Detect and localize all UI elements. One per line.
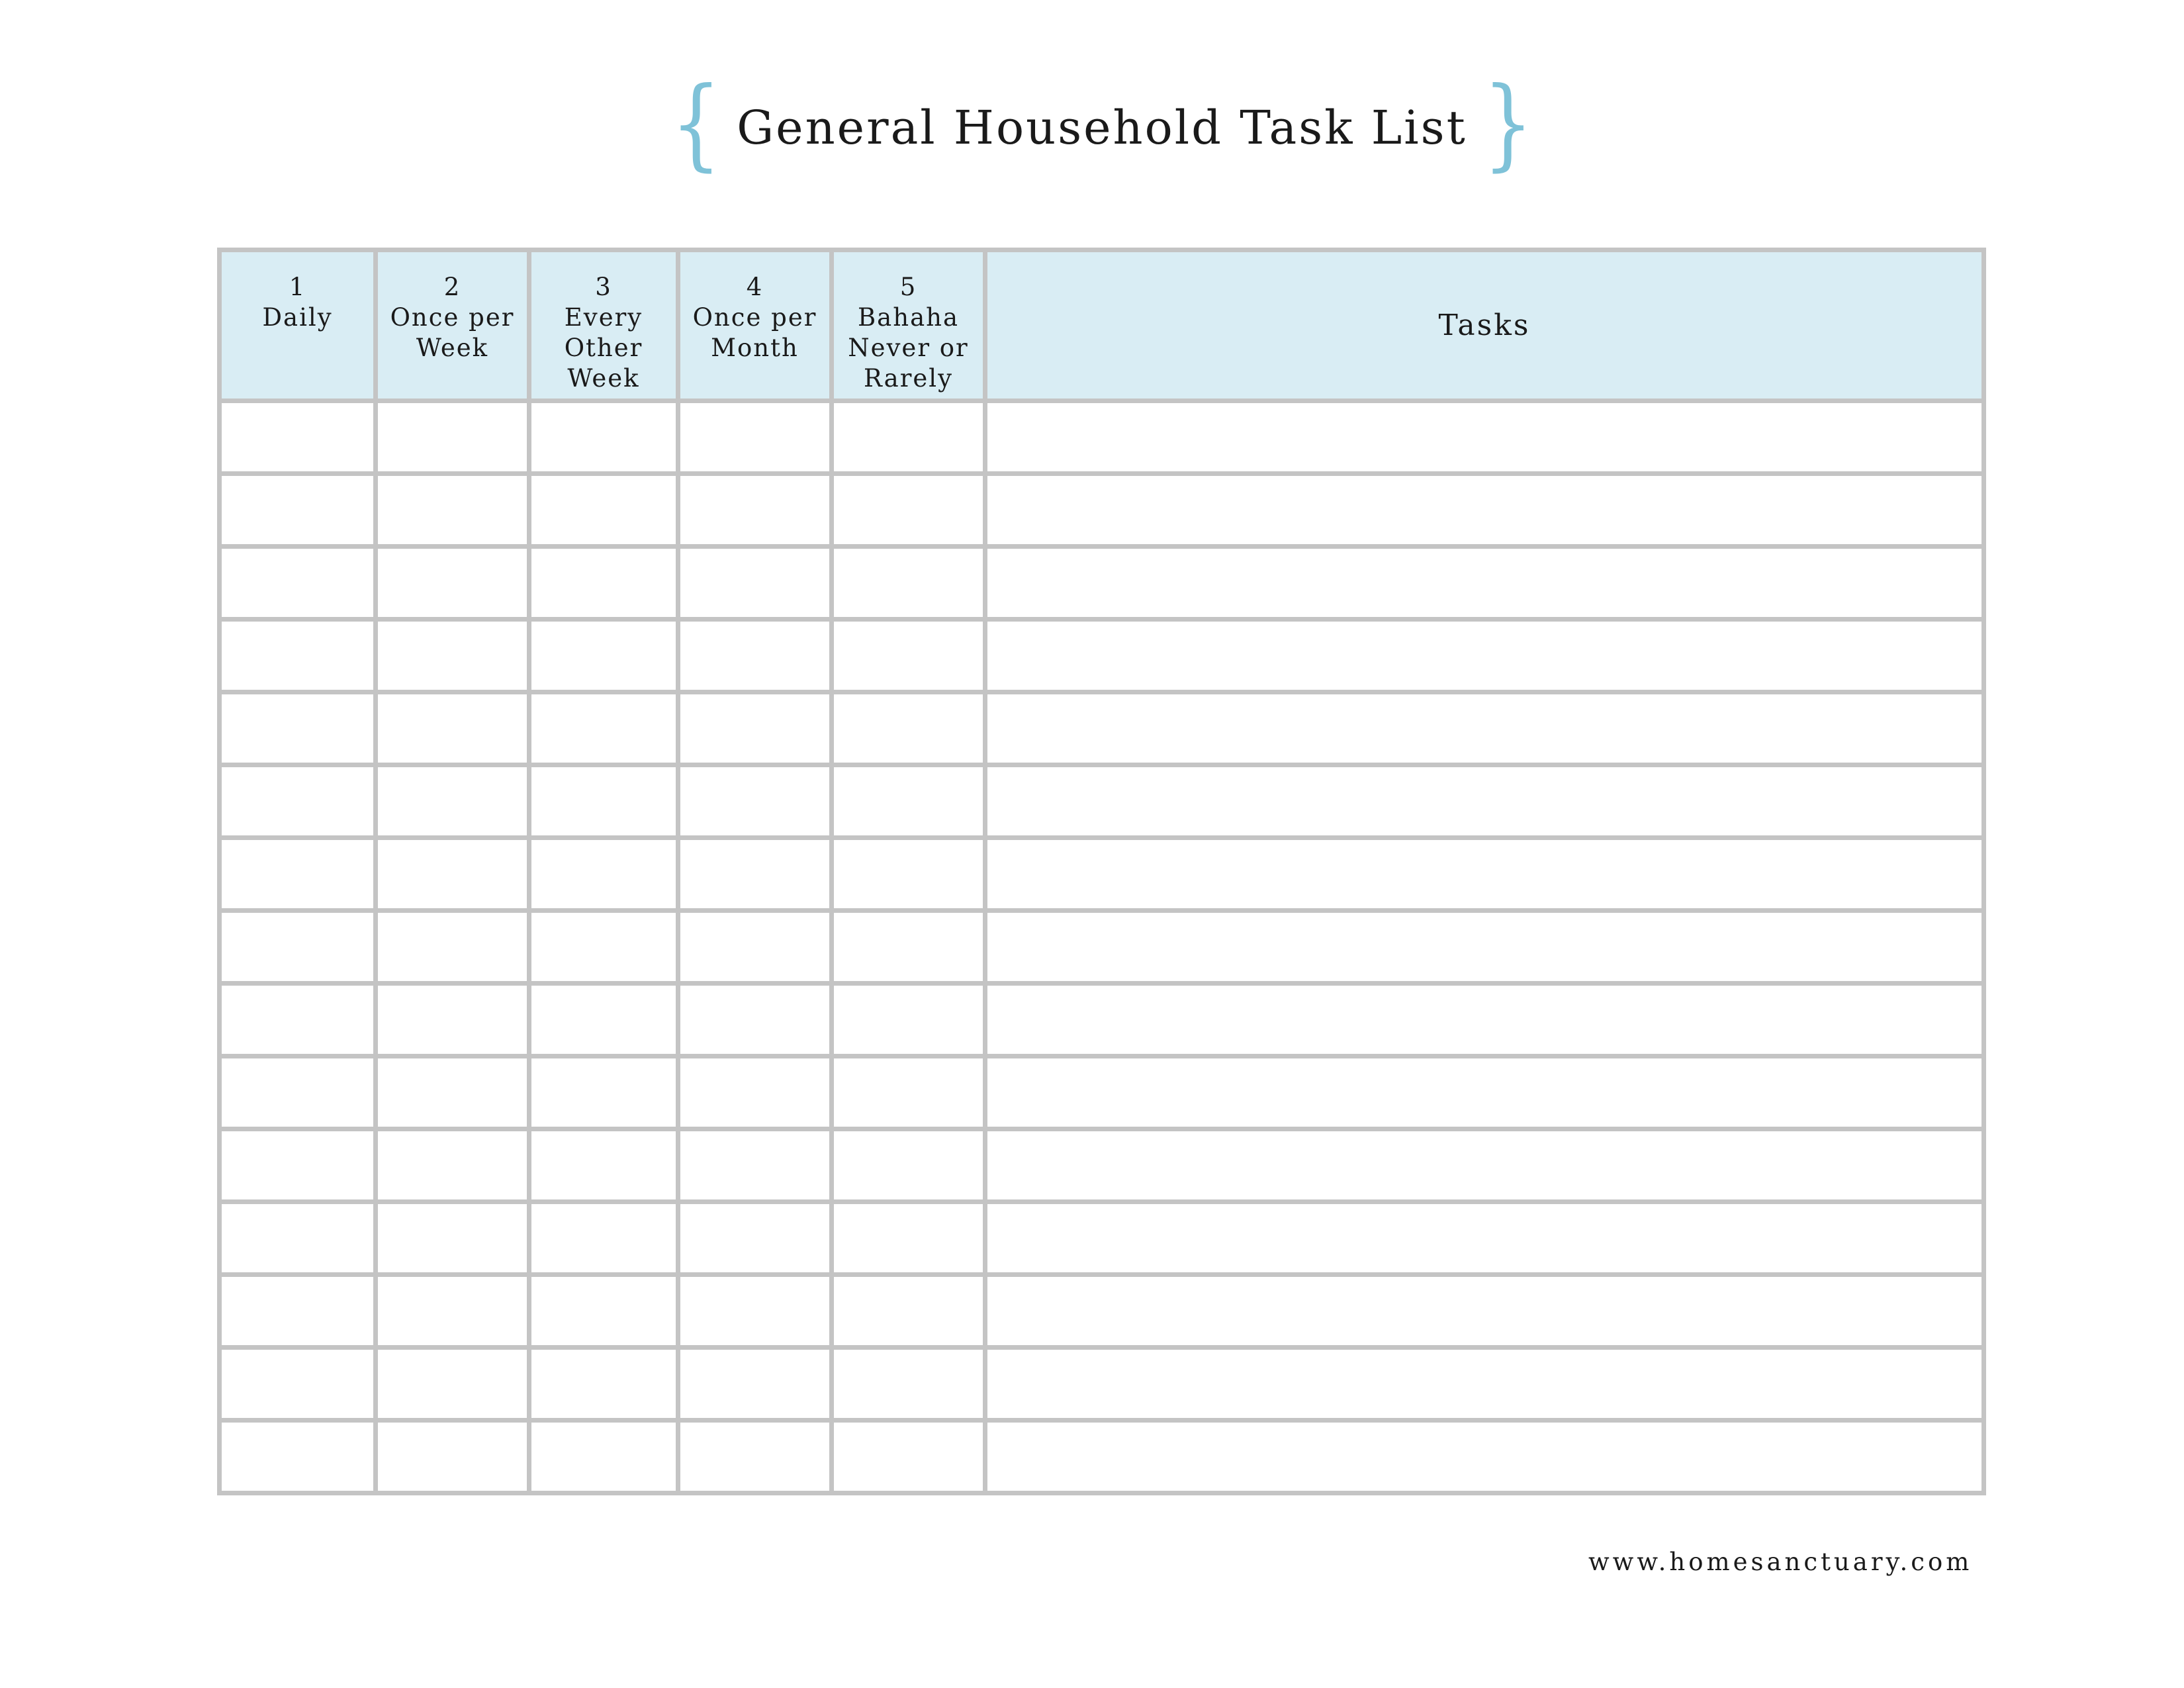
frequency-cell[interactable] (220, 1129, 376, 1202)
right-brace-icon: } (1482, 66, 1533, 181)
table-row (220, 1275, 1984, 1348)
frequency-cell[interactable] (376, 838, 529, 911)
frequency-cell[interactable] (220, 620, 376, 692)
task-cell[interactable] (985, 692, 1984, 765)
frequency-cell[interactable] (832, 1202, 985, 1275)
task-cell[interactable] (985, 911, 1984, 984)
frequency-cell[interactable] (529, 911, 678, 984)
frequency-cell[interactable] (529, 984, 678, 1056)
frequency-cell[interactable] (678, 765, 832, 838)
footer-url: www.homesanctuary.com (1588, 1548, 1973, 1576)
table-row (220, 765, 1984, 838)
frequency-cell[interactable] (220, 765, 376, 838)
frequency-cell[interactable] (220, 984, 376, 1056)
header-col-5-line-2: Never or (848, 334, 969, 362)
header-col-1 (220, 250, 376, 401)
task-cell[interactable] (985, 1129, 1984, 1202)
frequency-cell[interactable] (529, 1421, 678, 1493)
header-row (220, 250, 1984, 401)
task-cell[interactable] (985, 838, 1984, 911)
header-col-1-line-1: Daily (262, 303, 333, 332)
table-row (220, 1348, 1984, 1421)
frequency-cell[interactable] (832, 765, 985, 838)
frequency-cell[interactable] (678, 474, 832, 547)
header-col-3-line-1: Every (564, 303, 643, 332)
header-tasks: Tasks (985, 250, 1984, 401)
frequency-cell[interactable] (529, 838, 678, 911)
title-area (0, 66, 2184, 184)
frequency-cell[interactable] (678, 1202, 832, 1275)
frequency-cell[interactable] (220, 1202, 376, 1275)
task-cell[interactable] (985, 474, 1984, 547)
frequency-cell[interactable] (832, 1275, 985, 1348)
task-cell[interactable] (985, 984, 1984, 1056)
header-col-3 (529, 250, 678, 401)
frequency-cell[interactable] (678, 401, 832, 474)
task-cell[interactable] (985, 1056, 1984, 1129)
frequency-cell[interactable] (376, 984, 529, 1056)
table-row (220, 1129, 1984, 1202)
frequency-cell[interactable] (678, 1348, 832, 1421)
header-col-4 (678, 250, 832, 401)
frequency-cell[interactable] (220, 911, 376, 984)
task-cell[interactable] (985, 1348, 1984, 1421)
frequency-cell[interactable] (220, 1348, 376, 1421)
frequency-cell[interactable] (678, 1129, 832, 1202)
frequency-cell[interactable] (678, 984, 832, 1056)
frequency-cell[interactable] (376, 1129, 529, 1202)
frequency-cell[interactable] (678, 838, 832, 911)
frequency-cell[interactable] (529, 1348, 678, 1421)
header-col-5-number: 5 (899, 273, 917, 301)
frequency-cell[interactable] (376, 474, 529, 547)
table-row (220, 1202, 1984, 1275)
frequency-cell[interactable] (529, 1275, 678, 1348)
task-cell[interactable] (985, 1421, 1984, 1493)
header-col-4-line-1: Once per (692, 303, 817, 332)
table-row (220, 1056, 1984, 1129)
header-col-5-line-1: Bahaha (857, 303, 960, 332)
table-row (220, 911, 1984, 984)
header-col-2-line-1: Once per (390, 303, 515, 332)
frequency-cell[interactable] (832, 838, 985, 911)
table-row (220, 474, 1984, 547)
frequency-cell[interactable] (220, 474, 376, 547)
task-cell[interactable] (985, 401, 1984, 474)
frequency-cell[interactable] (376, 911, 529, 984)
frequency-cell[interactable] (529, 401, 678, 474)
frequency-cell[interactable] (376, 765, 529, 838)
frequency-cell[interactable] (376, 401, 529, 474)
header-col-5-line-3: Rarely (863, 364, 954, 393)
frequency-cell[interactable] (832, 620, 985, 692)
frequency-cell[interactable] (376, 620, 529, 692)
frequency-cell[interactable] (529, 765, 678, 838)
frequency-cell[interactable] (220, 1421, 376, 1493)
page-title: General Household Task List (737, 101, 1467, 155)
frequency-cell[interactable] (529, 1202, 678, 1275)
header-col-4-number: 4 (746, 273, 764, 301)
table-header (220, 250, 1984, 401)
header-col-2-line-2: Week (416, 334, 489, 362)
table-row (220, 1421, 1984, 1493)
frequency-cell[interactable] (832, 984, 985, 1056)
frequency-cell[interactable] (832, 1129, 985, 1202)
frequency-cell[interactable] (376, 547, 529, 620)
task-cell[interactable] (985, 620, 1984, 692)
frequency-cell[interactable] (529, 1129, 678, 1202)
frequency-cell[interactable] (220, 401, 376, 474)
frequency-cell[interactable] (678, 547, 832, 620)
frequency-cell[interactable] (678, 1056, 832, 1129)
table-row (220, 692, 1984, 765)
frequency-cell[interactable] (529, 620, 678, 692)
frequency-cell[interactable] (678, 1275, 832, 1348)
frequency-cell[interactable] (376, 692, 529, 765)
header-col-1-number: 1 (289, 273, 306, 301)
frequency-cell[interactable] (529, 1056, 678, 1129)
frequency-cell[interactable] (376, 1275, 529, 1348)
table-row (220, 984, 1984, 1056)
task-cell[interactable] (985, 1275, 1984, 1348)
frequency-cell[interactable] (832, 1421, 985, 1493)
header-col-2-number: 2 (443, 273, 461, 301)
frequency-cell[interactable] (220, 547, 376, 620)
frequency-cell[interactable] (832, 547, 985, 620)
frequency-cell[interactable] (832, 692, 985, 765)
frequency-cell[interactable] (832, 1056, 985, 1129)
frequency-cell[interactable] (832, 474, 985, 547)
task-cell[interactable] (985, 1202, 1984, 1275)
frequency-cell[interactable] (376, 1421, 529, 1493)
task-cell[interactable] (985, 765, 1984, 838)
table-row (220, 620, 1984, 692)
frequency-cell[interactable] (529, 547, 678, 620)
frequency-cell[interactable] (220, 838, 376, 911)
header-col-3-line-2: Other (564, 334, 643, 362)
header-col-4-line-2: Month (711, 334, 799, 362)
frequency-cell[interactable] (678, 692, 832, 765)
frequency-cell[interactable] (678, 1421, 832, 1493)
frequency-cell[interactable] (832, 911, 985, 984)
frequency-cell[interactable] (832, 1348, 985, 1421)
frequency-cell[interactable] (678, 911, 832, 984)
header-col-3-number: 3 (595, 273, 612, 301)
frequency-cell[interactable] (832, 401, 985, 474)
frequency-cell[interactable] (678, 620, 832, 692)
header-col-3-line-3: Week (567, 364, 640, 393)
table-row (220, 838, 1984, 911)
frequency-cell[interactable] (376, 1202, 529, 1275)
header-col-2 (376, 250, 529, 401)
frequency-cell[interactable] (376, 1056, 529, 1129)
frequency-cell[interactable] (220, 1056, 376, 1129)
table-body (220, 401, 1984, 1493)
frequency-cell[interactable] (220, 692, 376, 765)
table-row (220, 547, 1984, 620)
title-group (664, 66, 1539, 181)
header-col-5 (832, 250, 985, 401)
frequency-cell[interactable] (376, 1348, 529, 1421)
task-cell[interactable] (985, 547, 1984, 620)
table-row (220, 401, 1984, 474)
left-brace-icon: { (670, 66, 721, 181)
frequency-cell[interactable] (529, 692, 678, 765)
frequency-cell[interactable] (220, 1275, 376, 1348)
frequency-cell[interactable] (529, 474, 678, 547)
task-table (217, 248, 1986, 1495)
